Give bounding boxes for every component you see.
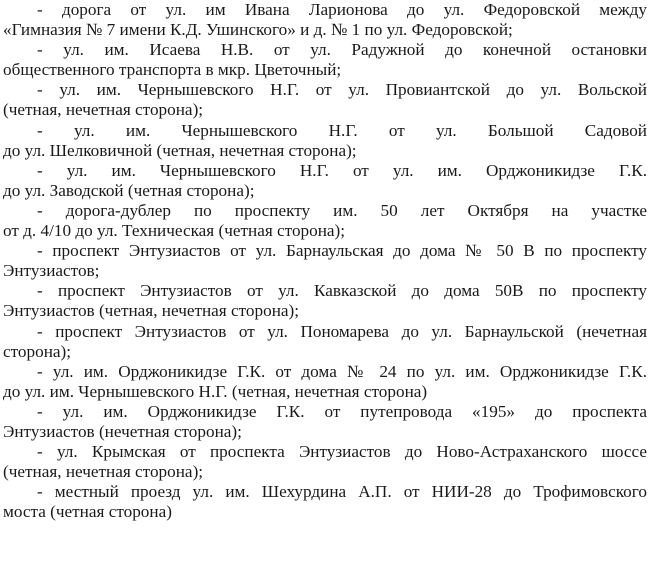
item-continuation-line: Энтузиастов (нечетная сторона); — [3, 421, 242, 441]
list-item — [3, 161, 647, 201]
list-item — [3, 80, 647, 120]
document-page — [3, 0, 647, 522]
item-continuation-line: от д. 4/10 до ул. Техническая (четная сторона); — [3, 221, 346, 241]
item-continuation-line: до ул. Заводской (четная сторона); — [3, 180, 255, 200]
list-item — [3, 402, 647, 442]
item-first-line: - дорога от ул. им Ивана Ларионова до ул. Федоровской между — [37, 0, 647, 19]
list-item — [3, 241, 647, 281]
list-item — [3, 322, 647, 362]
item-continuation-line: моста (четная сторона) — [3, 502, 172, 522]
item-first-line: - ул. им. Чернышевского Н.Г. от ул. Большой Садовой — [37, 120, 647, 140]
item-continuation-line: до ул. Шелковичной (четная, нечетная сторона); — [3, 140, 357, 160]
item-first-line: - ул. им. Исаева Н.В. от ул. Радужной до конечной остановки — [37, 40, 647, 60]
item-first-line: - проспект Энтузиастов от ул. Пономарева до ул. Барнаульской (нечетная — [37, 321, 647, 341]
list-item — [3, 362, 647, 402]
item-continuation-line: «Гимназия № 7 имени К.Д. Ушинского» и д. № 1 по ул. Федоровской; — [3, 20, 513, 40]
item-continuation-line: общественного транспорта в мкр. Цветочный; — [3, 60, 342, 80]
item-first-line: - проспект Энтузиастов от ул. Кавказской до дома 50В по проспекту — [37, 281, 647, 301]
item-first-line: - ул. им. Чернышевского Н.Г. от ул. Провиантской до ул. Вольской — [37, 80, 647, 100]
item-first-line: - ул. им. Чернышевского Н.Г. от ул. им. Орджоникидзе Г.К. — [37, 160, 647, 180]
list-item — [3, 442, 647, 482]
list-item — [3, 0, 647, 40]
item-continuation-line: сторона); — [3, 341, 72, 361]
item-continuation-line: (четная, нечетная сторона); — [3, 100, 204, 120]
list-item — [3, 482, 647, 522]
item-continuation-line: (четная, нечетная сторона); — [3, 462, 204, 482]
item-first-line: - проспект Энтузиастов от ул. Барнаульская до дома № 50 В по проспекту — [37, 241, 647, 261]
item-first-line: - ул. им. Орджоникидзе Г.К. от дома № 24 по ул. им. Орджоникидзе Г.К. — [37, 361, 647, 381]
list-item — [3, 40, 647, 80]
item-continuation-line: Энтузиастов (четная, нечетная сторона); — [3, 301, 300, 321]
item-continuation-line: Энтузиастов; — [3, 261, 100, 281]
list-item — [3, 121, 647, 161]
item-first-line: - местный проезд ул. им. Шехурдина А.П. от НИИ-28 до Трофимовского — [37, 482, 647, 502]
item-first-line: - ул. им. Орджоникидзе Г.К. от путепровода «195» до проспекта — [37, 401, 647, 421]
item-first-line: - дорога-дублер по проспекту им. 50 лет Октября на участке — [37, 200, 647, 220]
item-continuation-line: до ул. им. Чернышевского Н.Г. (четная, нечетная сторона) — [3, 381, 428, 401]
item-first-line: - ул. Крымская от проспекта Энтузиастов до Ново-Астраханского шоссе — [37, 442, 647, 462]
list-item — [3, 281, 647, 321]
list-item — [3, 201, 647, 241]
